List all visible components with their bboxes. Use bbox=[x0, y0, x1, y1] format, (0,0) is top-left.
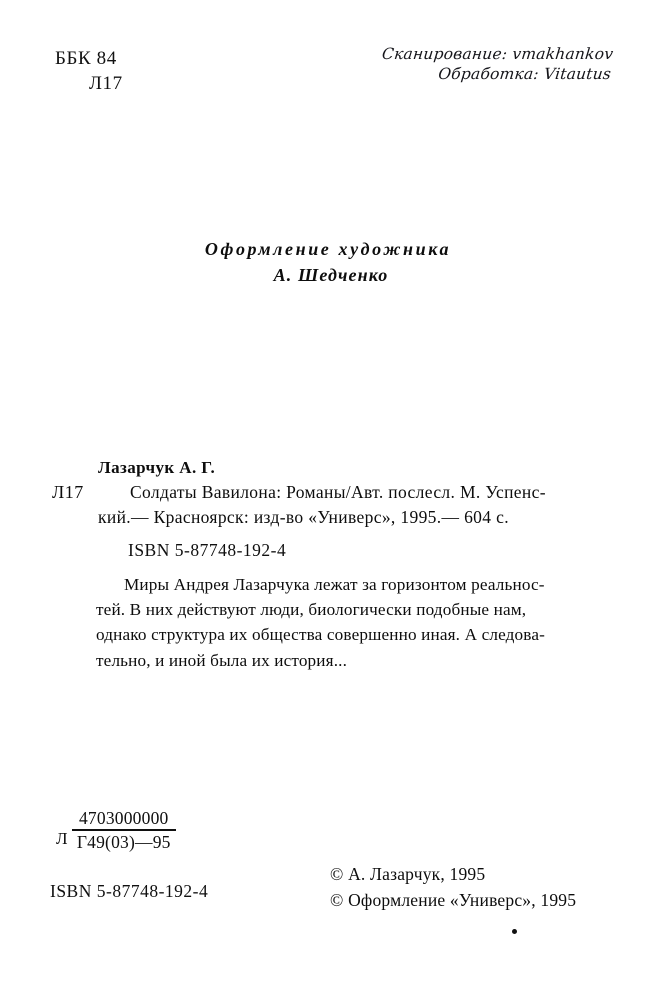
biblio-title-row bbox=[52, 480, 582, 505]
bibliographic-record bbox=[52, 455, 582, 530]
designer-credit bbox=[0, 236, 656, 288]
designer-role-label: Оформление художника bbox=[204, 239, 452, 259]
annotation-line: Миры Андрея Лазарчука лежат за горизонтом реальнос- bbox=[124, 575, 545, 594]
bottom-isbn: ISBN 5-87748-192-4 bbox=[50, 881, 209, 901]
scanning-credit: Сканирование: vmakhankov bbox=[380, 45, 614, 63]
copyright-block bbox=[330, 861, 576, 913]
biblio-shelf-code: Л17 bbox=[52, 482, 84, 502]
biblio-title-line: Солдаты Вавилона: Романы/Авт. послесл. М. Успенс- bbox=[130, 482, 546, 502]
annotation-line: тельно, и иной была их история... bbox=[96, 650, 348, 670]
copyright-author: © А. Лазарчук, 1995 bbox=[330, 864, 486, 884]
biblio-imprint-line: кий.— Красноярск: изд-во «Универс», 1995.— 604 с. bbox=[98, 507, 509, 527]
author-code: Л17 bbox=[89, 73, 123, 94]
index-fraction bbox=[72, 808, 176, 852]
index-denominator: Г49(03)—95 bbox=[76, 832, 171, 852]
annotation-line: однако структура их общества совершенно иная. А следова- bbox=[96, 625, 545, 645]
index-code-block bbox=[56, 808, 176, 852]
annotation-paragraph bbox=[96, 572, 568, 673]
scan-credits bbox=[379, 44, 614, 84]
index-numerator: 4703000000 bbox=[78, 808, 169, 828]
designer-name: А. Шедченко bbox=[273, 265, 389, 285]
biblio-isbn: ISBN 5-87748-192-4 bbox=[128, 540, 287, 560]
ink-speck-artifact bbox=[512, 929, 517, 934]
copyright-design: © Оформление «Универс», 1995 bbox=[330, 890, 577, 910]
annotation-line: тей. В них действуют люди, биологически подобные нам, bbox=[96, 600, 527, 620]
bbk-code: ББК 84 bbox=[55, 48, 117, 69]
biblio-author: Лазарчук А. Г. bbox=[98, 458, 216, 477]
processing-credit: Обработка: Vitautus bbox=[437, 65, 612, 83]
index-letter: Л bbox=[56, 828, 68, 848]
classification-block bbox=[55, 46, 123, 96]
